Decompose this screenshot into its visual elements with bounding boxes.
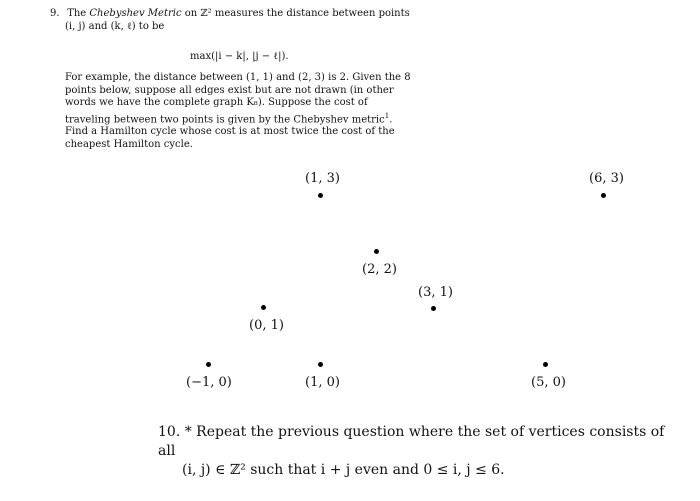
- point-marker: [318, 193, 323, 198]
- chebyshev-formula: max(|i − k|, |j − ℓ|).: [190, 51, 289, 62]
- question-10: [158, 423, 678, 480]
- question-9-intro: The: [67, 8, 87, 19]
- point-marker: [601, 193, 606, 198]
- chebyshev-metric-term: Chebyshev Metric: [89, 8, 182, 19]
- point-label: (1, 0): [305, 375, 340, 390]
- point-label: (3, 1): [418, 285, 453, 300]
- point-marker: [543, 362, 548, 367]
- point-marker: [431, 306, 436, 311]
- point-marker: [206, 362, 211, 367]
- question-9-line-1: [50, 8, 420, 21]
- question-9-paragraph-text: For example, the distance between (1, 1) and (2, 3) is 2. Given the 8 points below, suppose all edges exist but are not drawn (in other words we have the complete graph K₈). Suppose the cost of traveling between two points is given by the Chebyshev metric: [65, 72, 411, 125]
- question-10-line-2: (i, j) ∈ ℤ² such that i + j even and 0 ≤ i, j ≤ 6.: [182, 462, 505, 478]
- question-9-paragraph: [65, 72, 415, 151]
- footnote-marker: 1: [384, 111, 390, 120]
- question-9-line-2: (i, j) and (k, ℓ) to be: [65, 20, 165, 32]
- question-10-line-1: [158, 423, 678, 461]
- point-marker: [374, 249, 379, 254]
- question-9-paragraph-text-2: . Find a Hamilton cycle whose cost is at most twice the cost of the cheapest Hamilton cycle.: [65, 113, 395, 150]
- point-label: (2, 2): [362, 262, 397, 277]
- question-9-intro-cont: on ℤ² measures the distance between points: [184, 8, 410, 19]
- point-label: (0, 1): [249, 318, 284, 333]
- point-label: (5, 0): [531, 375, 566, 390]
- point-label: (−1, 0): [186, 375, 232, 390]
- question-10-number: 10.: [158, 424, 181, 440]
- question-9-number: 9.: [50, 8, 60, 19]
- point-label: (6, 3): [589, 171, 624, 186]
- question-9: [50, 8, 420, 33]
- point-marker: [261, 305, 266, 310]
- point-label: (1, 3): [305, 171, 340, 186]
- point-marker: [318, 362, 323, 367]
- question-10-text: * Repeat the previous question where the set of vertices consists of all: [158, 424, 665, 459]
